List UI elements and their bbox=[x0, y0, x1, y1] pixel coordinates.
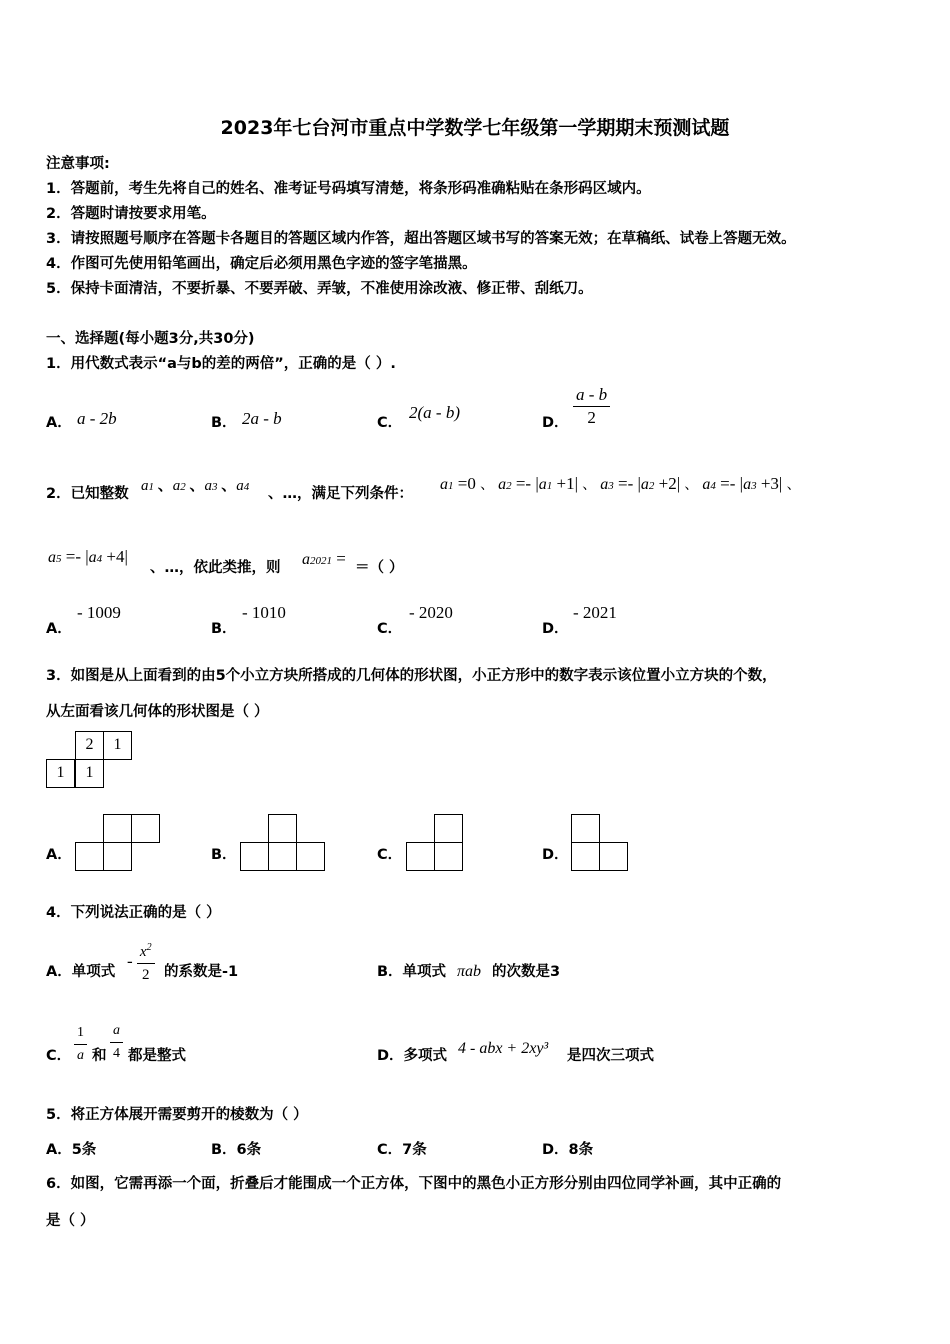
figure-square bbox=[434, 842, 463, 871]
figure-square bbox=[103, 842, 132, 871]
q5-option-c: C．7条 bbox=[377, 1142, 427, 1158]
notice-item: 2．答题时请按要求用笔。 bbox=[46, 206, 216, 222]
q3-option-c-label: C． bbox=[377, 847, 403, 863]
grid-cell: 1 bbox=[103, 731, 132, 760]
q1-option-a-label: A． bbox=[46, 415, 72, 431]
figure-square bbox=[131, 814, 160, 843]
q1-option-c: 2(a - b) bbox=[409, 403, 460, 422]
q4-option-a-tail: 的系数是-1 bbox=[164, 964, 239, 980]
q2-option-b-label: B． bbox=[211, 621, 237, 637]
q1-option-d bbox=[573, 384, 610, 429]
q4-option-a-label: A．单项式 bbox=[46, 964, 116, 980]
q2-a2021: a2021 = bbox=[302, 549, 346, 568]
grid-cell: 2 bbox=[75, 731, 104, 760]
q2-option-c: - 2020 bbox=[409, 603, 453, 622]
figure-square bbox=[268, 842, 297, 871]
q4-option-b-expr: πab bbox=[457, 963, 482, 980]
q4-option-d-expr: 4 - abx + 2xy³ bbox=[458, 1040, 549, 1057]
q5-option-d: D．8条 bbox=[542, 1142, 594, 1158]
q2-conditions: a1 =0 、 a2 =- |a1 +1| 、 a3 =- |a2 +2| 、 a4 =- |a3 +3| 、 bbox=[440, 474, 801, 493]
q1-option-c-label: C． bbox=[377, 415, 403, 431]
q3-option-a-label: A． bbox=[46, 847, 72, 863]
q2-condition-a5: a5 =- |a4 +4| bbox=[48, 547, 128, 566]
question-2-stem: 2．已知整数 bbox=[46, 486, 129, 502]
question-3-stem: 3．如图是从上面看到的由5个小立方块所搭成的几何体的形状图，小正方形中的数字表示该位置小立方块的个数， bbox=[46, 668, 777, 684]
q4-option-b-tail: 的次数是3 bbox=[492, 964, 561, 980]
grid-cell: 1 bbox=[46, 759, 75, 788]
fraction-numerator: a - b bbox=[573, 384, 610, 407]
section-heading: 一、选择题(每小题3分,共30分) bbox=[46, 331, 255, 347]
q4-option-c-label: C． bbox=[46, 1048, 72, 1064]
q1-option-d-label: D． bbox=[542, 415, 569, 431]
q1-option-b: 2a - b bbox=[242, 409, 282, 428]
q4-option-d-tail: 是四次三项式 bbox=[567, 1048, 654, 1064]
question-6-stem: 6．如图，它需再添一个面，折叠后才能围成一个正方体，下图中的黑色小正方形分别由四位同学补画，其中正确的 bbox=[46, 1176, 782, 1192]
q2-option-c-label: C． bbox=[377, 621, 403, 637]
q4-option-d-label: D．多项式 bbox=[377, 1048, 448, 1064]
question-6-stem-cont: 是（ ） bbox=[46, 1213, 95, 1229]
q2-option-b: - 1010 bbox=[242, 603, 286, 622]
q4-option-c-tail: 都是整式 bbox=[128, 1048, 186, 1064]
figure-square bbox=[434, 814, 463, 843]
figure-square bbox=[406, 842, 435, 871]
figure-square bbox=[571, 814, 600, 843]
q2-sequence-tail: 、…，满足下列条件： bbox=[268, 486, 413, 502]
figure-square bbox=[268, 814, 297, 843]
q2-option-a: - 1009 bbox=[77, 603, 121, 622]
q1-option-a: a - 2b bbox=[77, 409, 117, 428]
q3-option-d-label: D． bbox=[542, 847, 569, 863]
q4-option-a-expr: - $\frac{x^2}{2}$ bbox=[127, 937, 155, 986]
figure-square bbox=[240, 842, 269, 871]
notice-heading: 注意事项: bbox=[46, 156, 110, 172]
grid-cell: 1 bbox=[75, 759, 104, 788]
q5-option-b: B．6条 bbox=[211, 1142, 262, 1158]
figure-square bbox=[103, 814, 132, 843]
q2-option-a-label: A． bbox=[46, 621, 72, 637]
figure-square bbox=[75, 842, 104, 871]
notice-item: 5．保持卡面清洁，不要折暴、不要弄破、弄皱，不准使用涂改液、修正带、刮纸刀。 bbox=[46, 281, 593, 297]
q2-option-d-label: D． bbox=[542, 621, 569, 637]
q2-line2-end: ＝（ ） bbox=[355, 560, 404, 576]
q4-option-c-frac2: $\frac{a}{4}$ bbox=[110, 1020, 123, 1065]
q2-option-d: - 2021 bbox=[573, 603, 617, 622]
q1-option-b-label: B． bbox=[211, 415, 237, 431]
notice-item: 4．作图可先使用铅笔画出，确定后必须用黑色字迹的签字笔描黑。 bbox=[46, 256, 477, 272]
figure-square bbox=[571, 842, 600, 871]
q4-option-b-label: B．单项式 bbox=[377, 964, 447, 980]
page-title: 2023年七台河市重点中学数学七年级第一学期期末预测试题 bbox=[220, 117, 730, 139]
figure-square bbox=[296, 842, 325, 871]
question-4-stem: 4．下列说法正确的是（ ） bbox=[46, 905, 221, 921]
q4-option-c-frac1: $\frac{1}{a}$ bbox=[74, 1022, 87, 1067]
figure-square bbox=[599, 842, 628, 871]
notice-item: 3．请按照题号顺序在答题卡各题目的答题区域内作答，超出答题区域书写的答案无效；在草稿纸、试卷上答题无效。 bbox=[46, 231, 796, 247]
question-1-stem: 1．用代数式表示“a与b的差的两倍”，正确的是（ ）. bbox=[46, 356, 396, 372]
question-5-stem: 5．将正方体展开需要剪开的棱数为（ ） bbox=[46, 1107, 308, 1123]
q5-option-a: A．5条 bbox=[46, 1142, 97, 1158]
q3-option-b-label: B． bbox=[211, 847, 237, 863]
q4-option-c-mid: 和 bbox=[92, 1048, 107, 1064]
question-3-stem-cont: 从左面看该几何体的形状图是（ ） bbox=[46, 704, 269, 720]
notice-item: 1．答题前，考生先将自己的姓名、准考证号码填写清楚，将条形码准确粘贴在条形码区域内。 bbox=[46, 181, 651, 197]
q2-line2-tail: 、…，依此类推，则 bbox=[150, 560, 281, 576]
q2-sequence: a1 、a2 、a3 、a4 bbox=[141, 476, 250, 494]
fraction-denominator: 2 bbox=[587, 408, 596, 427]
